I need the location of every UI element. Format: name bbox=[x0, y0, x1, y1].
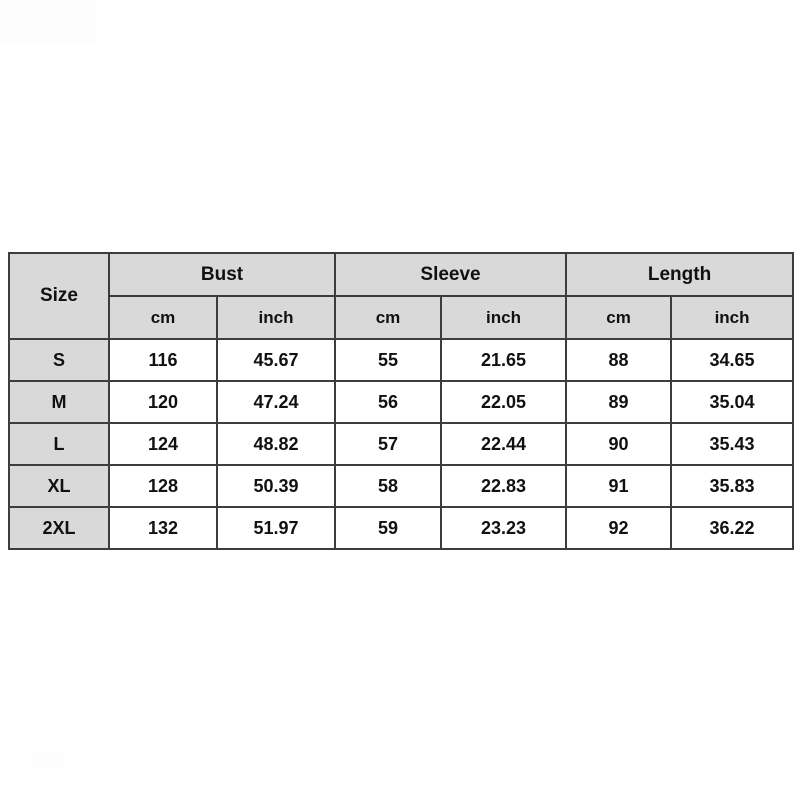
table-cell: 116 bbox=[109, 339, 217, 381]
table-cell: 132 bbox=[109, 507, 217, 549]
table-cell: 55 bbox=[335, 339, 441, 381]
table-cell: 92 bbox=[566, 507, 671, 549]
table-cell: 57 bbox=[335, 423, 441, 465]
table-cell: 47.24 bbox=[217, 381, 335, 423]
table-cell: 51.97 bbox=[217, 507, 335, 549]
table-cell: 89 bbox=[566, 381, 671, 423]
table-cell: 22.05 bbox=[441, 381, 566, 423]
unit-header-bust-inch: inch bbox=[217, 296, 335, 339]
table-cell: 36.22 bbox=[671, 507, 793, 549]
size-label: S bbox=[9, 339, 109, 381]
table-cell: 91 bbox=[566, 465, 671, 507]
table-cell: 45.67 bbox=[217, 339, 335, 381]
table-row-s bbox=[9, 339, 793, 381]
unit-header-sleeve-inch: inch bbox=[441, 296, 566, 339]
table-cell: 48.82 bbox=[217, 423, 335, 465]
faint-watermark-bottom-left bbox=[33, 752, 64, 768]
table-row-m bbox=[9, 381, 793, 423]
size-label: M bbox=[9, 381, 109, 423]
table-cell: 50.39 bbox=[217, 465, 335, 507]
size-label: L bbox=[9, 423, 109, 465]
table-cell: 120 bbox=[109, 381, 217, 423]
table-cell: 35.83 bbox=[671, 465, 793, 507]
table-cell: 21.65 bbox=[441, 339, 566, 381]
size-label: XL bbox=[9, 465, 109, 507]
table-cell: 58 bbox=[335, 465, 441, 507]
table-cell: 90 bbox=[566, 423, 671, 465]
header-unit-row bbox=[9, 296, 793, 339]
table-cell: 35.04 bbox=[671, 381, 793, 423]
table-row-2xl bbox=[9, 507, 793, 549]
table-cell: 56 bbox=[335, 381, 441, 423]
group-header-bust: Bust bbox=[109, 253, 335, 296]
size-chart-table bbox=[8, 252, 794, 550]
table-cell: 34.65 bbox=[671, 339, 793, 381]
unit-header-length-inch: inch bbox=[671, 296, 793, 339]
group-header-sleeve: Sleeve bbox=[335, 253, 566, 296]
faint-watermark-top-left bbox=[0, 0, 96, 46]
table-cell: 88 bbox=[566, 339, 671, 381]
unit-header-sleeve-cm: cm bbox=[335, 296, 441, 339]
header-group-row bbox=[9, 253, 793, 296]
group-header-length: Length bbox=[566, 253, 793, 296]
table-cell: 128 bbox=[109, 465, 217, 507]
table-row-xl bbox=[9, 465, 793, 507]
table-cell: 35.43 bbox=[671, 423, 793, 465]
table-cell: 124 bbox=[109, 423, 217, 465]
size-label: 2XL bbox=[9, 507, 109, 549]
unit-header-bust-cm: cm bbox=[109, 296, 217, 339]
table-row-l bbox=[9, 423, 793, 465]
table-cell: 23.23 bbox=[441, 507, 566, 549]
table-cell: 59 bbox=[335, 507, 441, 549]
size-column-header: Size bbox=[9, 253, 109, 339]
table-cell: 22.83 bbox=[441, 465, 566, 507]
table-cell: 22.44 bbox=[441, 423, 566, 465]
unit-header-length-cm: cm bbox=[566, 296, 671, 339]
